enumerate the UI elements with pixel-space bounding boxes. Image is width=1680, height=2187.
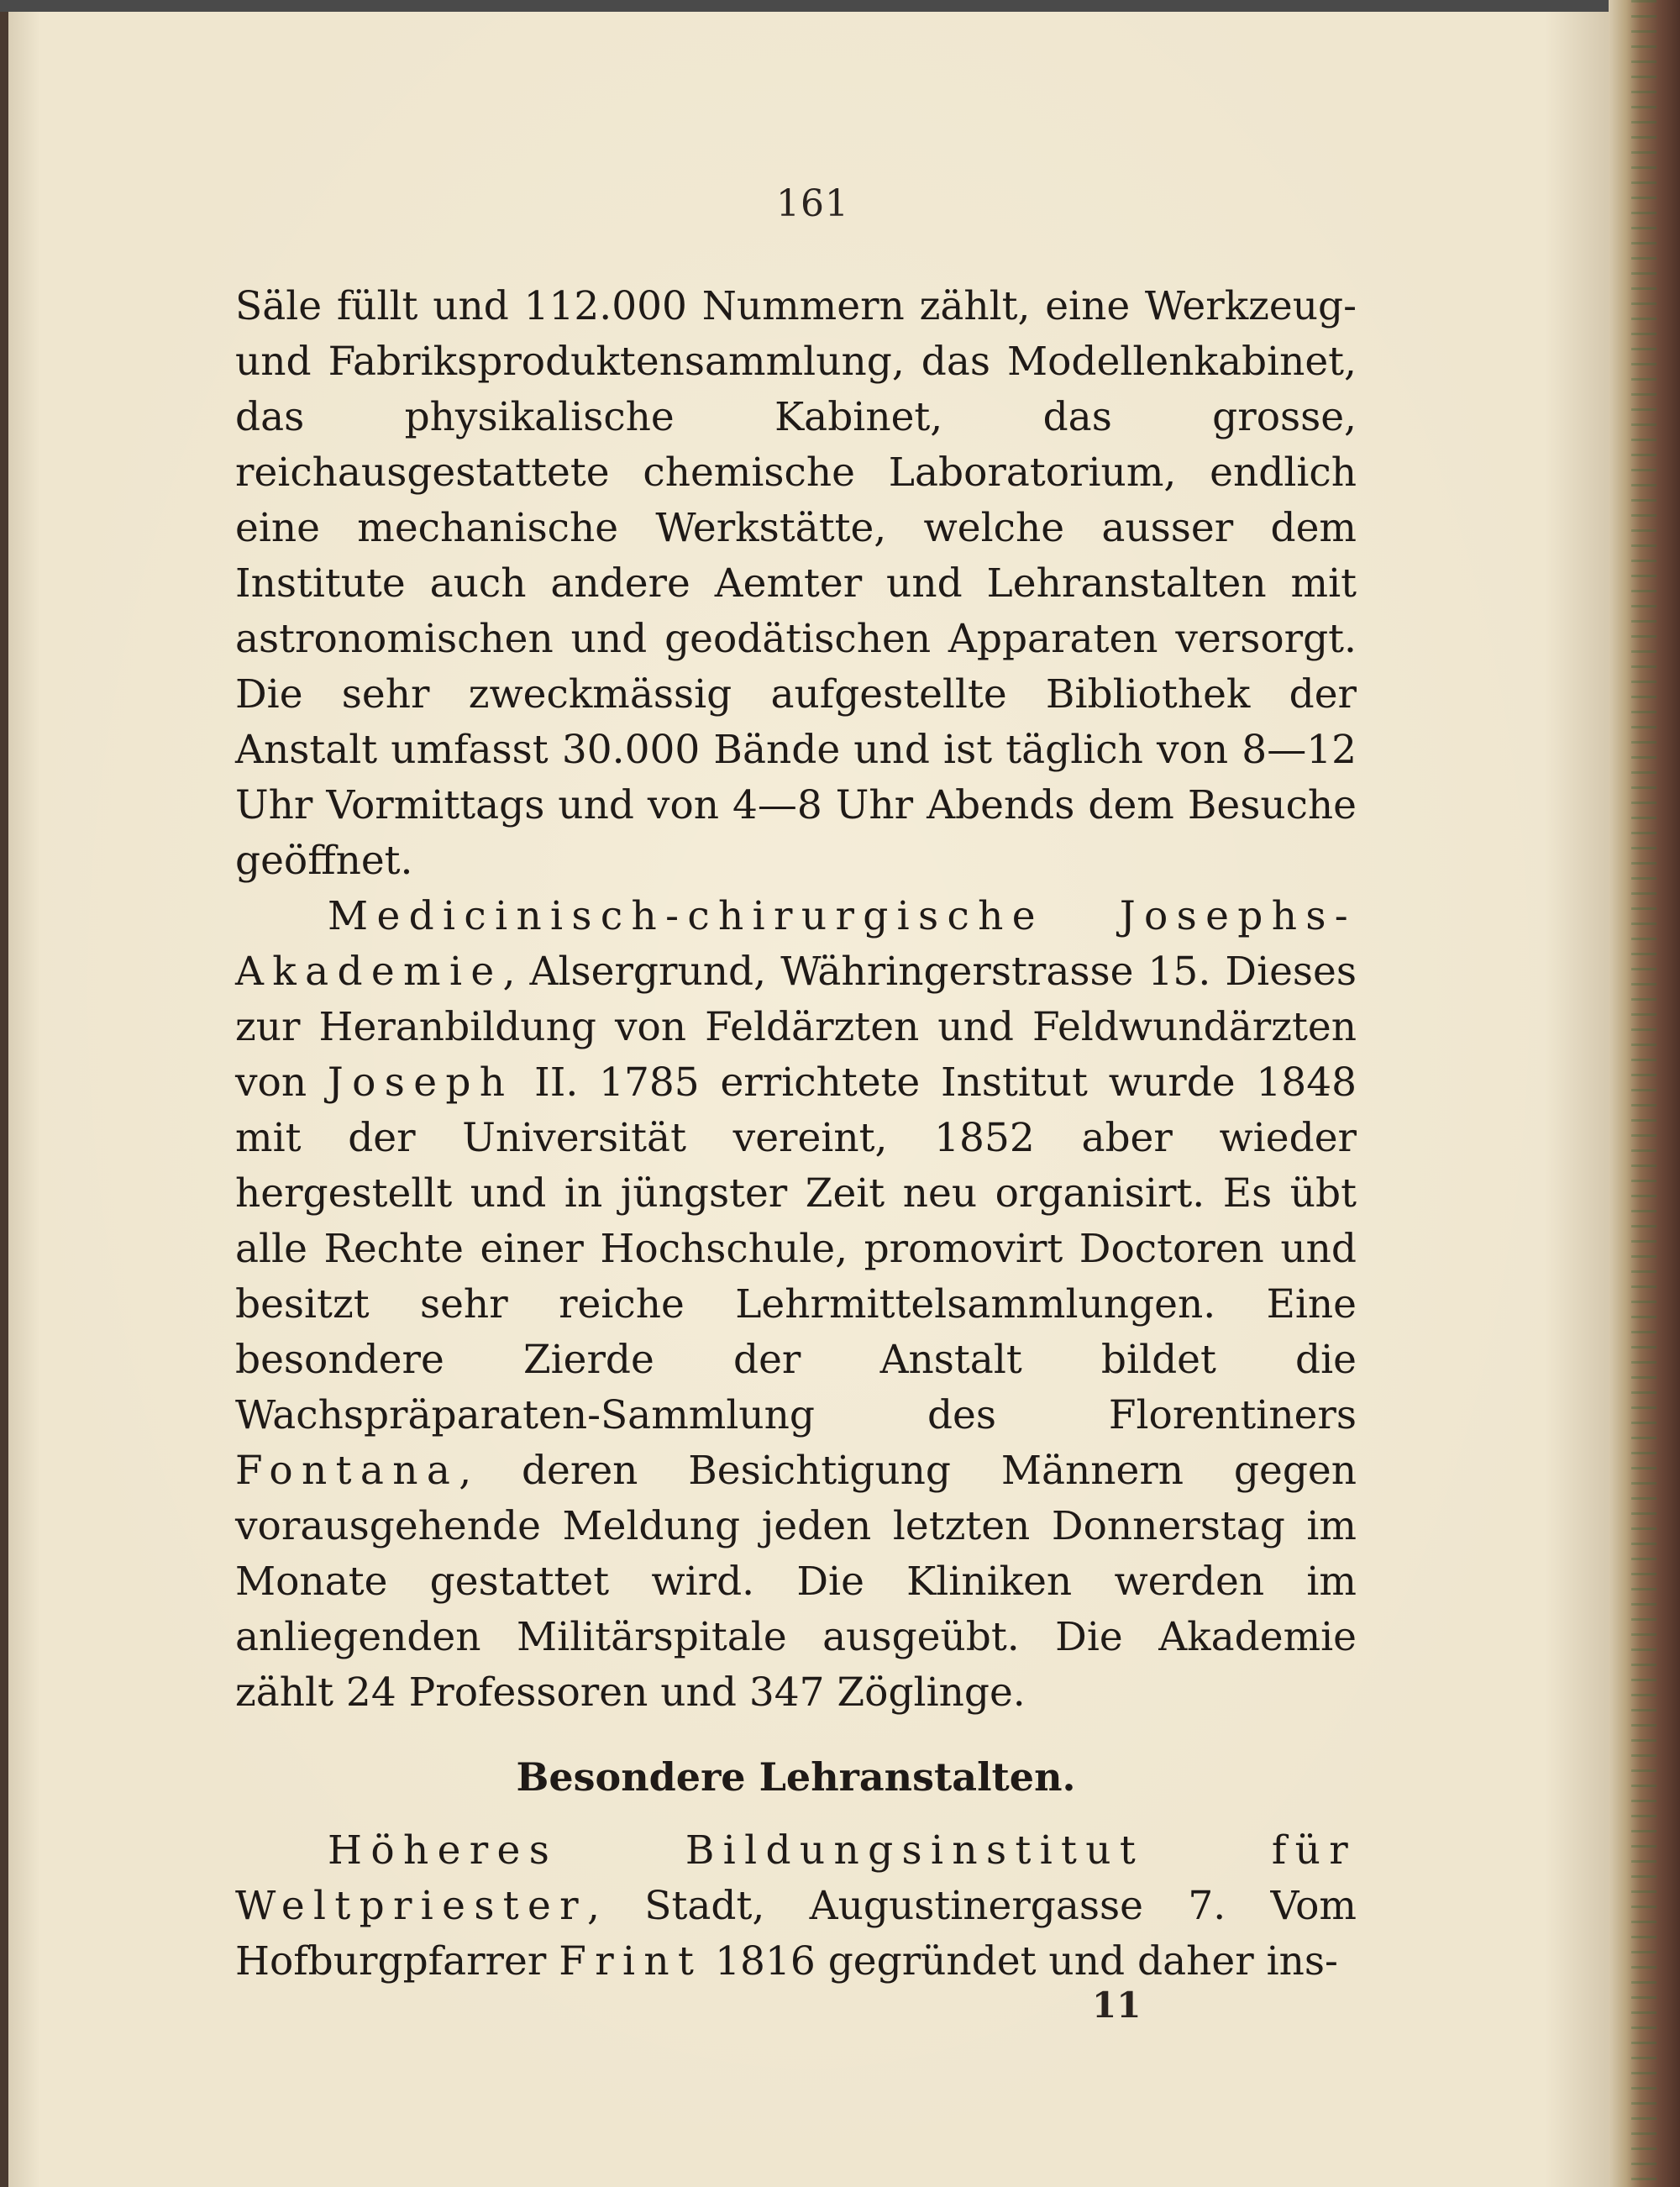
section-heading: Besondere Lehranstalten. — [516, 1754, 1076, 1800]
paragraph-text: , Alsergrund, Währingerstrasse 15. Dieses zur Heranbildung von Feldärzten und Feldwundärzten von — [235, 949, 1357, 1106]
paragraph-josephs-akademie — [235, 889, 1357, 1721]
person-name: Frint — [559, 1938, 703, 1985]
spine-texture — [1631, 0, 1656, 2187]
signature-mark: 11 — [1092, 1985, 1142, 2026]
paragraph-text: II. 1785 errichtete Institut wurde 1848 mit der Universität vereint, 1852 aber wieder hergestellt und in jüngster Zeit neu organisirt. Es übt alle Rechte einer Hochschule, promovirt Doctoren und besitzt sehr reiche Lehrmittelsammlungen. Eine besondere Zierde der Anstalt bildet die Wachspräparaten-Sammlung des Florentiners — [235, 1059, 1357, 1438]
book-page — [0, 12, 1609, 2187]
paragraph-text: 1816 gegründet und daher ins- — [702, 1938, 1338, 1985]
paragraph-text: , Stadt, Augustinergasse 7. Vom Hofburgpfarrer — [235, 1883, 1357, 1985]
body-text — [235, 279, 1357, 1990]
person-name: Joseph — [327, 1059, 514, 1106]
paragraph-library: Säle füllt und 112.000 Nummern zählt, eine Werkzeug- und Fabriksproduktensammlung, das Modellenkabinet, das physikalische Kabinet, das grosse, reichausgestattete chemische Laboratorium, endlich eine mechanische Werkstätte, welche ausser dem Institute auch andere Aemter und Lehranstalten mit astronomischen und geodätischen Apparaten versorgt. Die sehr zweckmässig aufgestellte Bibliothek der Anstalt umfasst 30.000 Bände und ist täglich von 8—12 Uhr Vormittags und von 4—8 Uhr Abends dem Besuche geöffnet. — [235, 283, 1357, 884]
page-top-edge — [0, 0, 1680, 12]
page-number: 161 — [776, 182, 849, 225]
paragraph-bildungsinstitut — [235, 1823, 1357, 1990]
institution-name: Medicinisch-chirurgische Josephs-Akademie — [235, 893, 1357, 995]
institution-name: Höheres Bildungsinstitut für Weltpriester — [235, 1827, 1357, 1929]
person-name: Fontana — [235, 1448, 459, 1494]
paragraph-text: , deren Besichtigung Männern gegen vorausgehende Meldung jeden letzten Donnerstag im Monate gestattet wird. Die Kliniken werden im anliegenden Militärspitale ausgeübt. Die Akademie zählt 24 Professoren und 347 Zöglinge. — [235, 1448, 1357, 1716]
